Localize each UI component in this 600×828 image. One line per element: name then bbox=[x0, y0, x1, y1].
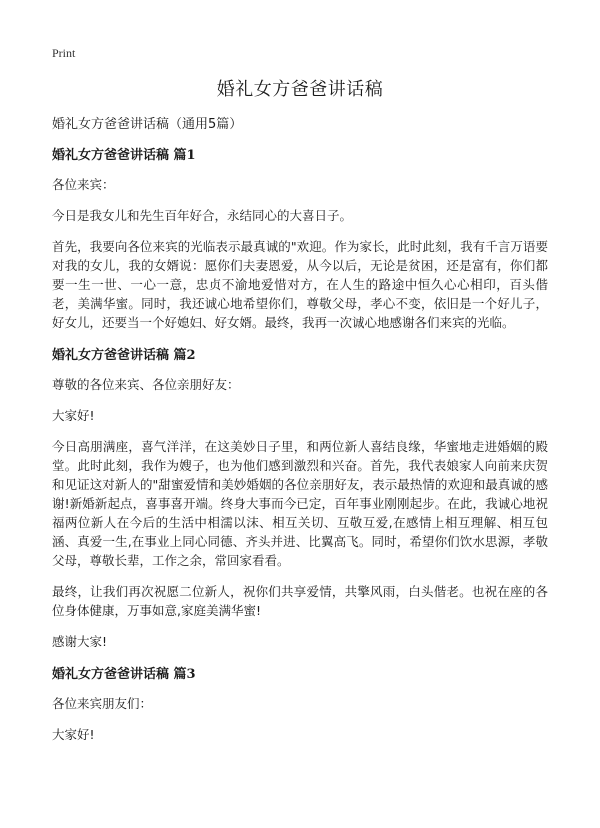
paragraph: 感谢大家! bbox=[52, 634, 108, 649]
paragraph: 尊敬的各位来宾、各位亲朋好友： bbox=[52, 377, 240, 392]
paragraph: 各位来宾朋友们： bbox=[52, 696, 153, 711]
section-heading: 婚礼女方爸爸讲话稿 篇1 bbox=[52, 148, 196, 163]
paragraph: 今日高朋满座，喜气洋洋，在这美妙日子里，和两位新人喜结良缘，华蜜地走进婚姻的殿堂。此时此刻，我作为嫂子，也为他们感到激烈和兴奋。首先，我代表娘家人向前来庆贺和见证这对新人的"甜蜜爱情和美妙婚姻的各位亲朋好友，表示最热情的欢迎和最真诚的感谢!新婚新起点，喜事喜开端。终身大事而今已定，百年事业刚刚起步。在此，我诚心地祝福两位新人在今后的生活中相濡以沫、相互关切、互敬互爱,在感情上相互理解、相互包涵、真爱一生,在事业上同心同德、齐头并进、比翼高飞。同时，希望你们饮水思源，孝敬父母，尊敬长辈，工作之余，常回家看看。 bbox=[52, 439, 548, 568]
section-heading: 婚礼女方爸爸讲话稿 篇3 bbox=[52, 667, 196, 682]
document-subtitle: 婚礼女方爸爸讲话稿（通用5篇） bbox=[52, 117, 243, 132]
section-3 bbox=[52, 663, 548, 744]
section-2 bbox=[52, 344, 548, 651]
paragraph: 最终，让我们再次祝愿二位新人，祝你们共享爱情，共擎风雨，白头偕老。也祝在座的各位身体健康，万事如意,家庭美满华蜜! bbox=[52, 584, 548, 618]
paragraph: 大家好! bbox=[52, 727, 95, 742]
section-1 bbox=[52, 144, 548, 332]
page-title: 婚礼女方爸爸讲话稿 bbox=[216, 79, 384, 100]
paragraph: 大家好! bbox=[52, 408, 95, 423]
paragraph: 各位来宾： bbox=[52, 177, 115, 192]
paragraph: 今日是我女儿和先生百年好合，永结同心的大喜日子。 bbox=[52, 208, 353, 223]
section-heading: 婚礼女方爸爸讲话稿 篇2 bbox=[52, 348, 196, 363]
print-link[interactable]: Print bbox=[52, 46, 76, 60]
paragraph: 首先，我要向各位来宾的光临表示最真诚的"欢迎。作为家长，此时此刻，我有千言万语要对我的女儿，我的女婿说：愿你们夫妻恩爱，从今以后，无论是贫困，还是富有，你们都要一生一世、一心一意，忠贞不渝地爱惜对方，在人生的路途中恒久心心相印，百头偕老，美满华蜜。同时，我还诚心地希望你们，尊敬父母，孝心不变，依旧是一个好儿子，好女儿，还要当一个好媳妇、好女婿。最终，我再一次诚心地感谢各们来宾的光临。 bbox=[52, 239, 548, 330]
